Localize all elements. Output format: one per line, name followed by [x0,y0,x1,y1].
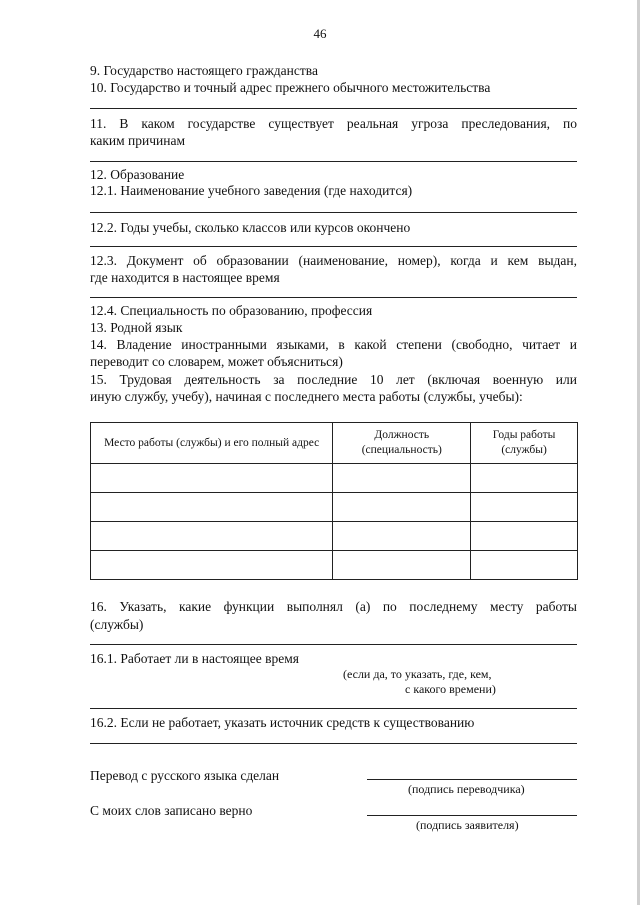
column-header-workplace: Место работы (службы) и его полный адрес [91,423,333,464]
item-11-continuation-line[interactable] [90,161,577,162]
table-cell-years[interactable] [471,522,578,551]
applicant-signature-caption: (подпись заявителя) [416,818,519,832]
item-13-label: 13. Родной язык [90,320,183,335]
item-10 [90,79,577,96]
item-12-2-label: 12.2. Годы учебы, сколько классов или курсов окончено [90,220,411,235]
table-row [91,551,578,580]
item-11-label-line2: каким причинам [90,133,186,148]
item-16-1-note-line2: с какого времени) [405,682,496,696]
table-cell-years[interactable] [471,551,578,580]
translation-statement: Перевод с русского языка сделан [90,768,280,783]
item-16-2-label: 16.2. Если не работает, указать источник средств к существованию [90,715,475,730]
table-cell-years[interactable] [471,464,578,493]
item-15-label-line2: иную службу, учебу), начиная с последнего места работы (службы, учебы): [90,389,523,404]
item-12-4 [90,302,577,319]
item-16-label-line2: (службы) [90,617,144,632]
item-12-2 [90,219,577,236]
table-row [91,464,578,493]
item-12-3-label-line2: где находится в настоящее время [90,270,280,285]
item-12-3 [90,269,577,286]
work-history-header-row [91,423,578,464]
item-12-1-label: 12.1. Наименование учебного заведения (где находится) [90,183,413,198]
item-12-1 [90,182,577,199]
translator-signature-line[interactable] [367,779,577,780]
table-row [91,522,578,551]
item-12-3-label-line1: 12.3. Документ об образовании (наименование, номер), когда и кем выдан, [90,253,577,268]
item-12 [90,166,577,183]
item-12-label: 12. Образование [90,167,185,182]
table-cell-years[interactable] [471,493,578,522]
item-10-continuation-line[interactable] [90,108,577,109]
table-cell-workplace[interactable] [91,493,333,522]
item-9 [90,62,577,79]
page-number: 46 [313,26,327,41]
item-10-label: 10. Государство и точный адрес прежнего обычного местожительства [90,80,491,95]
item-16-2-continuation-line[interactable] [90,743,577,744]
table-cell-workplace[interactable] [91,551,333,580]
translator-signature-caption: (подпись переводчика) [408,782,525,796]
item-16-2 [90,714,577,731]
table-cell-position[interactable] [333,522,471,551]
column-header-position: Должность (специальность) [333,423,471,464]
item-16-1-continuation-line[interactable] [90,708,577,709]
table-cell-position[interactable] [333,551,471,580]
item-15-label-line1: 15. Трудовая деятельность за последние 10 лет (включая военную или [90,372,577,387]
item-13 [90,319,577,336]
item-14-label-line2: переводит со словарем, может объясниться) [90,354,343,369]
table-cell-workplace[interactable] [91,464,333,493]
table-cell-position[interactable] [333,464,471,493]
table-row [91,493,578,522]
item-14 [90,353,577,370]
item-12-1-continuation-line[interactable] [90,212,577,213]
item-12-2-continuation-line[interactable] [90,246,577,247]
item-11-label-line1: 11. В каком государстве существует реальная угроза преследования, по [90,116,577,131]
item-9-label: 9. Государство настоящего гражданства [90,63,318,78]
item-16-continuation-line[interactable] [90,644,577,645]
item-12-4-label: 12.4. Специальность по образованию, профессия [90,303,373,318]
item-16-1-label: 16.1. Работает ли в настоящее время [90,651,299,666]
table-cell-position[interactable] [333,493,471,522]
item-16-label-line1: 16. Указать, какие функции выполнял (а) по последнему месту работы [90,599,577,614]
applicant-signature-line[interactable] [367,815,577,816]
table-cell-workplace[interactable] [91,522,333,551]
column-header-years: Годы работы (службы) [471,423,578,464]
work-history-table [90,422,578,580]
item-16-1 [90,650,577,667]
item-12-3-continuation-line[interactable] [90,297,577,298]
item-14-label-line1: 14. Владение иностранными языками, в какой степени (свободно, читает и [90,337,577,352]
item-16 [90,616,577,633]
recorded-statement: С моих слов записано верно [90,803,253,818]
item-16-1-note-line1: (если да, то указать, где, кем, [343,667,492,681]
item-11 [90,132,577,149]
